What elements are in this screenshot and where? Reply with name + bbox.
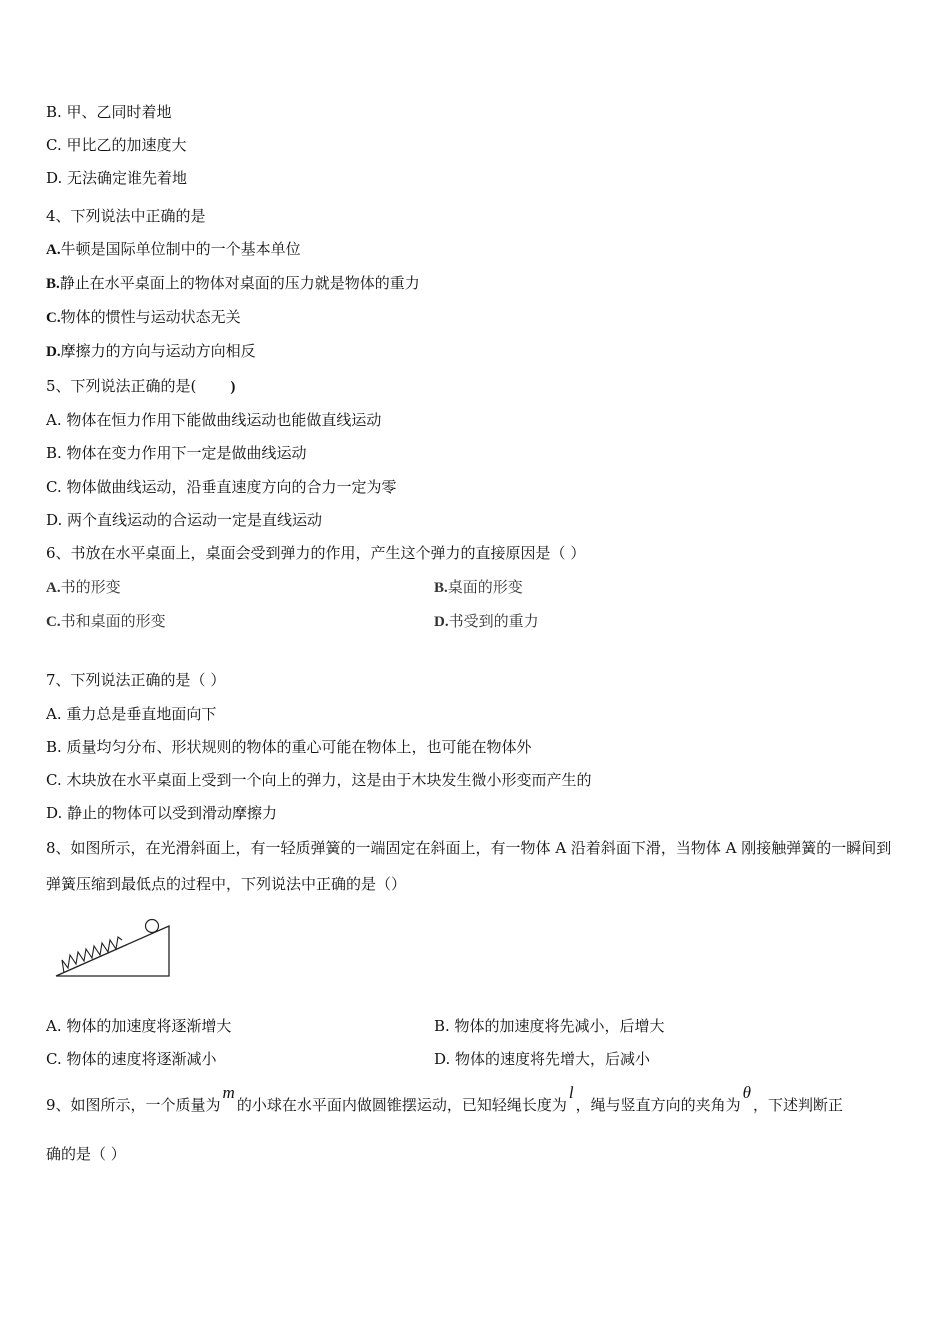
spring <box>62 937 122 973</box>
q5-option-a: A. 物体在恒力作用下能做曲线运动也能做直线运动 <box>46 411 382 429</box>
block-a <box>146 920 159 933</box>
q7-option-a: A. 重力总是垂直地面向下 <box>46 705 217 723</box>
q3-option-d: D. 无法确定谁先着地 <box>46 169 188 187</box>
q6-option-a: A.书的形变 <box>46 578 121 596</box>
q8-option-b: B. 物体的加速度将先减小，后增大 <box>434 1017 665 1035</box>
var-theta: θ <box>742 1083 751 1102</box>
q8-option-d: D. 物体的速度将先增大，后减小 <box>434 1050 651 1068</box>
q4-option-a: A.牛顿是国际单位制中的一个基本单位 <box>46 240 301 258</box>
q5-option-b: B. 物体在变力作用下一定是做曲线运动 <box>46 444 307 462</box>
var-m: m <box>222 1083 235 1102</box>
q4-option-c: C.物体的惯性与运动状态无关 <box>46 308 241 326</box>
q7-stem: 7、下列说法正确的是（ ） <box>46 671 226 689</box>
q7-option-b: B. 质量均匀分布、形状规则的物体的重心可能在物体上，也可能在物体外 <box>46 738 532 756</box>
q4-option-d: D.摩擦力的方向与运动方向相反 <box>46 342 256 360</box>
q6-stem: 6、书放在水平桌面上，桌面会受到弹力的作用，产生这个弹力的直接原因是（ ） <box>46 544 586 562</box>
q6-option-c: C.书和桌面的形变 <box>46 612 166 630</box>
q4-option-b: B.静止在水平桌面上的物体对桌面的压力就是物体的重力 <box>46 274 420 292</box>
q3-option-c: C. 甲比乙的加速度大 <box>46 136 187 154</box>
q5-stem: 5、下列说法正确的是( ) <box>46 377 236 395</box>
incline-plane <box>56 926 169 976</box>
q5-option-d: D. 两个直线运动的合运动一定是直线运动 <box>46 511 323 529</box>
q6-option-d: D.书受到的重力 <box>434 612 539 630</box>
var-l: l <box>568 1083 574 1102</box>
q8-option-a: A. 物体的加速度将逐渐增大 <box>46 1017 232 1035</box>
q9-stem-line2: 确的是（ ） <box>46 1145 126 1163</box>
q6-option-b: B.桌面的形变 <box>434 578 523 596</box>
q8-option-c: C. 物体的速度将逐渐减小 <box>46 1050 217 1068</box>
q8-stem: 8、如图所示，在光滑斜面上，有一轻质弹簧的一端固定在斜面上，有一物体 A 沿着斜面下滑，当物体 A 刚接触弹簧的一瞬间到弹簧压缩到最低点的过程中，下列说法中正确的是（） <box>46 839 892 893</box>
incline-spring-figure <box>52 918 176 980</box>
q7-option-c: C. 木块放在水平桌面上受到一个向上的弹力，这是由于木块发生微小形变而产生的 <box>46 771 592 789</box>
q4-stem: 4、下列说法中正确的是 <box>46 207 206 225</box>
q5-option-c: C. 物体做曲线运动，沿垂直速度方向的合力一定为零 <box>46 478 397 496</box>
q9-stem-line1: 9、如图所示，一个质量为m的小球在水平面内做圆锥摆运动，已知轻绳长度为l，绳与竖直方向的夹角为θ，下述判断正 <box>46 1083 843 1114</box>
q3-option-b: B. 甲、乙同时着地 <box>46 103 172 121</box>
q7-option-d: D. 静止的物体可以受到滑动摩擦力 <box>46 804 278 822</box>
